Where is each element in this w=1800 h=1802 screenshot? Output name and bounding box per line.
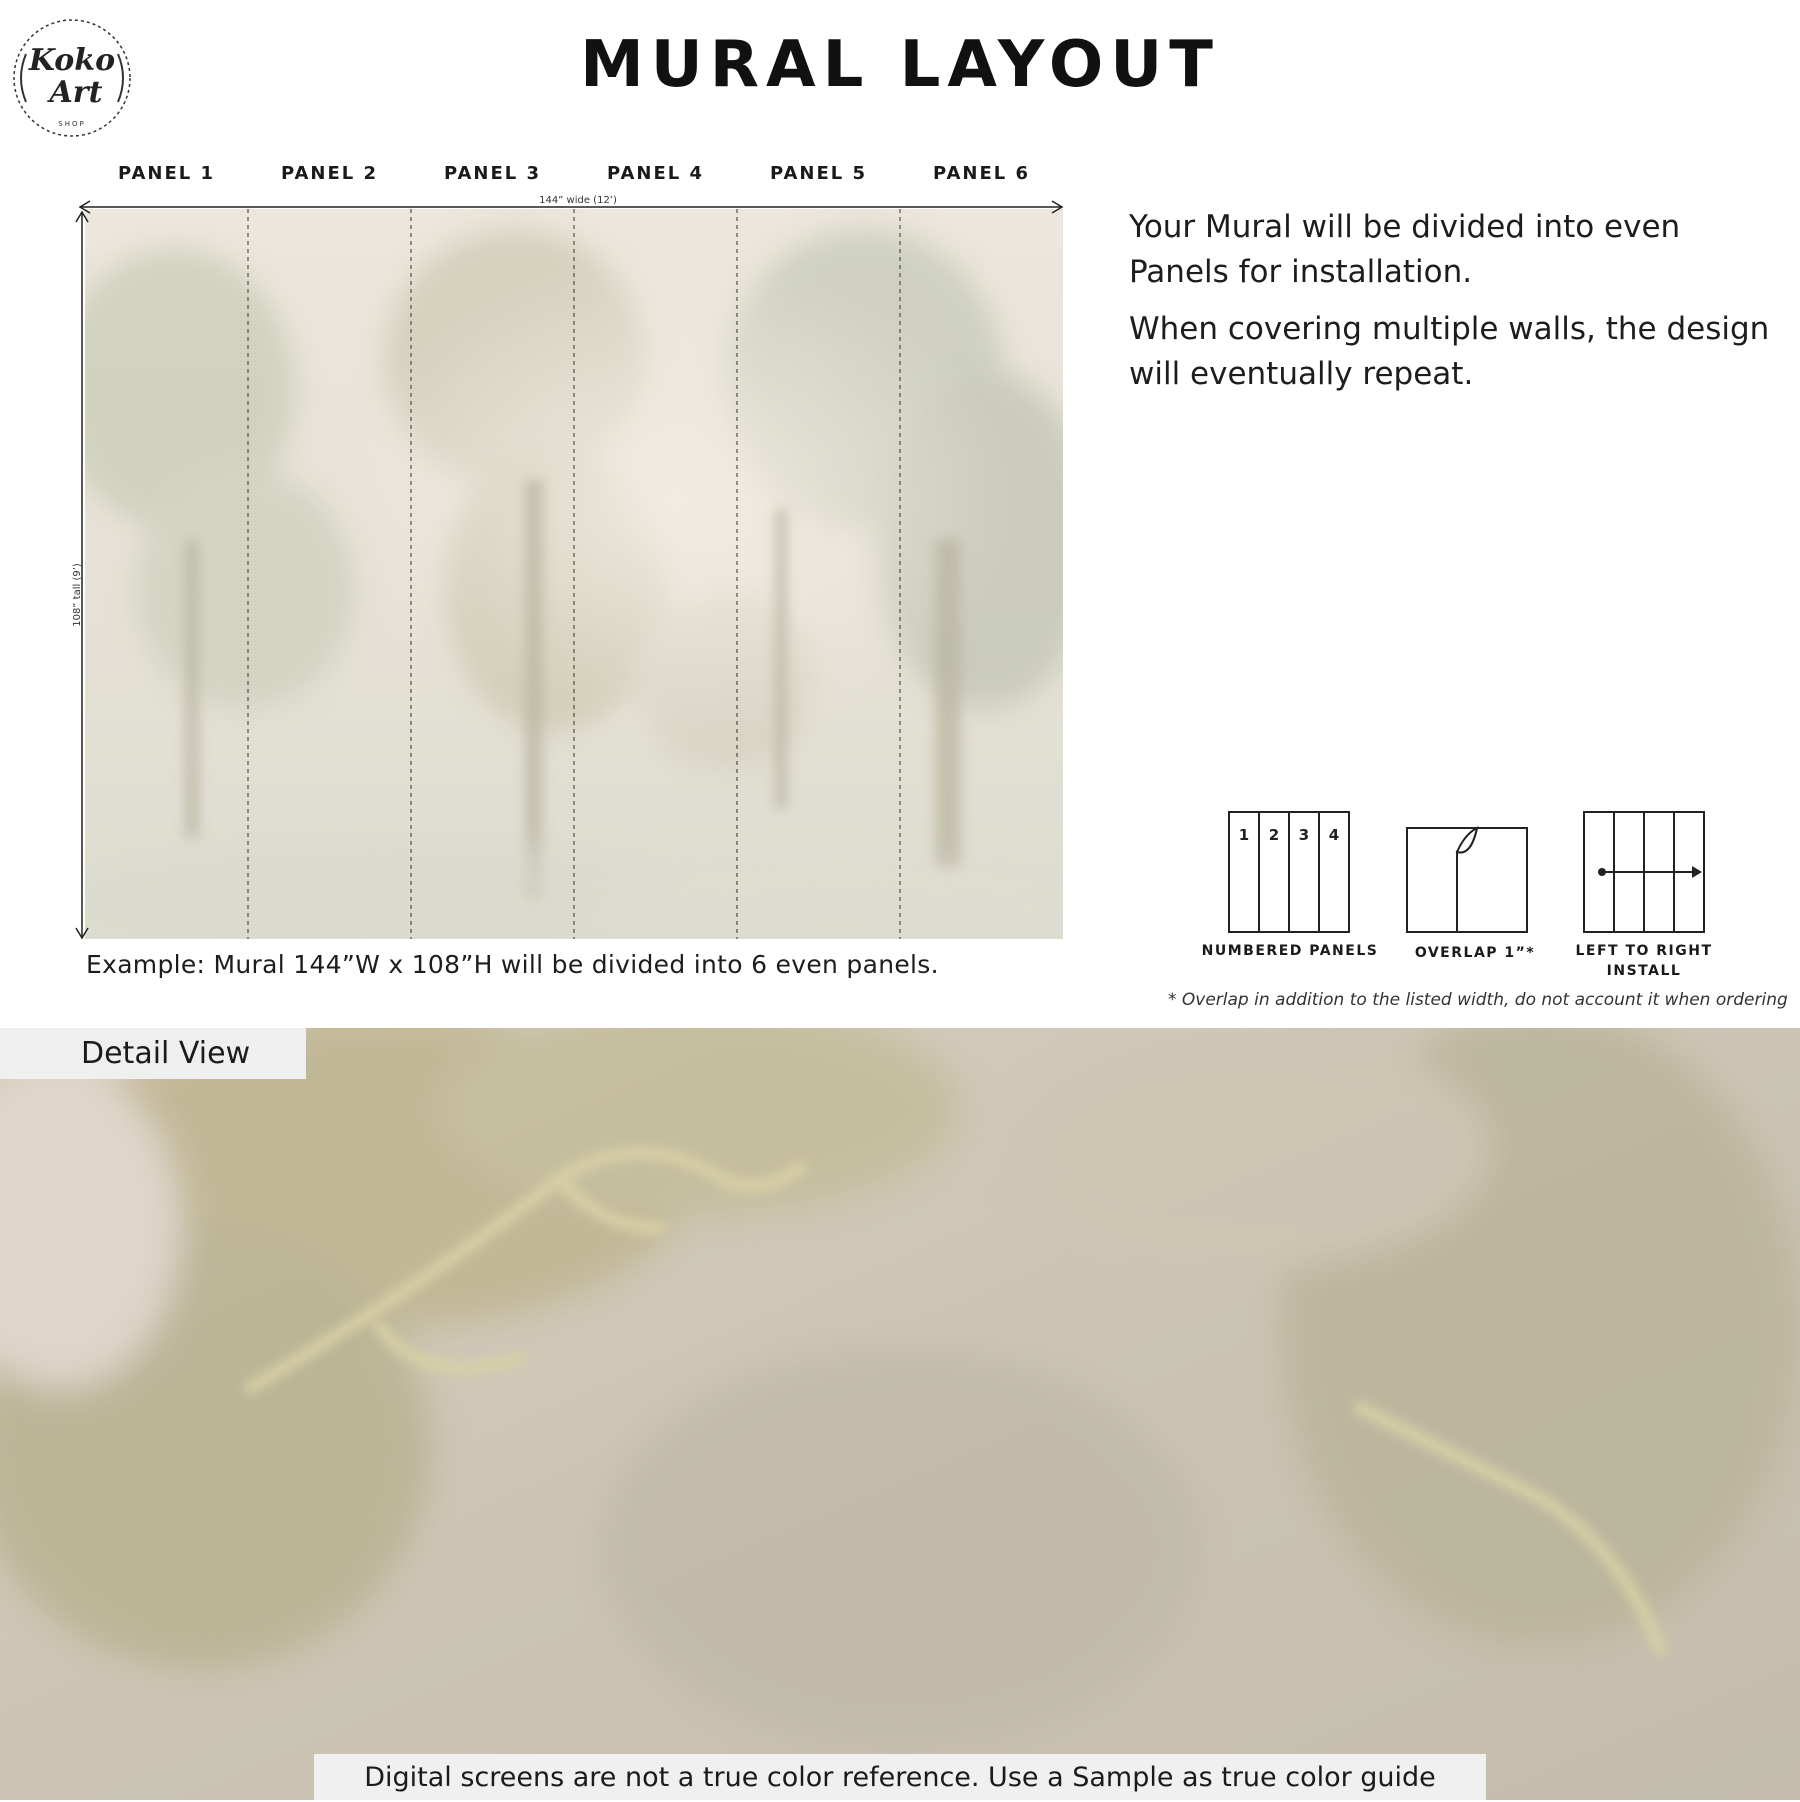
panel-label-1: PANEL 1	[117, 163, 216, 184]
description-line-1: Your Mural will be divided into even Panels for installation.	[1129, 209, 1681, 290]
logo-line1: Koko	[28, 43, 116, 78]
overlap-footnote: * Overlap in addition to the listed width, do not account it when ordering	[1168, 990, 1788, 1010]
panel-label-3: PANEL 3	[443, 163, 542, 184]
panel-label-5: PANEL 5	[769, 163, 868, 184]
svg-text:3: 3	[1298, 826, 1310, 844]
description	[1129, 205, 1789, 409]
overlap-icon	[1405, 826, 1529, 934]
panel-label-2: PANEL 2	[280, 163, 379, 184]
svg-text:1: 1	[1238, 826, 1250, 844]
overlap-caption: OVERLAP 1”*	[1414, 945, 1536, 961]
svg-text:2: 2	[1268, 826, 1280, 844]
panel-label-4: PANEL 4	[606, 163, 705, 184]
logo-line2: Art	[49, 75, 103, 110]
panel-label-6: PANEL 6	[932, 163, 1031, 184]
description-line-2: When covering multiple walls, the design will eventually repeat.	[1129, 311, 1770, 392]
detail-view-label: Detail View	[0, 1028, 306, 1079]
logo-sub: SHOP	[58, 120, 86, 128]
page-title: MURAL LAYOUT	[580, 28, 1220, 102]
numbered-panels-caption: NUMBERED PANELS	[1201, 943, 1379, 959]
svg-text:4: 4	[1328, 826, 1340, 844]
left-to-right-caption: LEFT TO RIGHT INSTALL	[1575, 943, 1713, 979]
height-label: 108” tall (9’)	[72, 563, 83, 627]
mural-preview-image	[85, 209, 1063, 939]
color-disclaimer: Digital screens are not a true color reference. Use a Sample as true color guide	[314, 1754, 1486, 1800]
numbered-panels-icon	[1227, 810, 1351, 934]
left-to-right-install-icon	[1582, 810, 1706, 934]
detail-view-image	[0, 1028, 1800, 1800]
width-label: 144” wide (12’)	[539, 195, 617, 206]
example-caption: Example: Mural 144”W x 108”H will be divided into 6 even panels.	[86, 950, 939, 979]
